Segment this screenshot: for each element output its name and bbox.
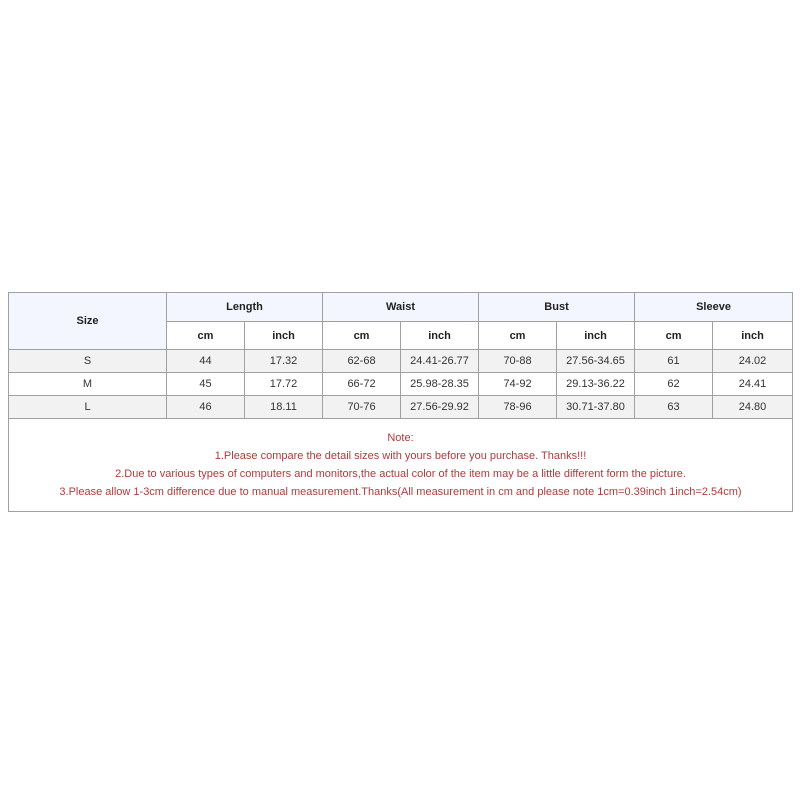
size-column-header: Size <box>9 293 167 350</box>
note-line-3: 3.Please allow 1-3cm difference due to manual measurement.Thanks(All measurement in cm and please note 1cm=0.39inch 1inch=2.54cm) <box>59 486 742 498</box>
bust-cm-header: cm <box>479 322 557 350</box>
note-line-2: 2.Due to various types of computers and monitors,the actual color of the item may be a little different form the picture. <box>115 468 686 480</box>
table-row <box>9 350 793 373</box>
waist-cm-header: cm <box>323 322 401 350</box>
sleeve-inch-cell: 24.41 <box>713 373 793 396</box>
waist-inch-cell: 24.41-26.77 <box>401 350 479 373</box>
length-inch-cell: 17.72 <box>245 373 323 396</box>
size-chart-table <box>8 292 793 512</box>
table-row <box>9 396 793 419</box>
waist-cm-cell: 62-68 <box>323 350 401 373</box>
length-cm-header: cm <box>167 322 245 350</box>
length-cm-cell: 46 <box>167 396 245 419</box>
note-row <box>9 419 793 512</box>
sleeve-cm-cell: 62 <box>635 373 713 396</box>
sleeve-inch-cell: 24.02 <box>713 350 793 373</box>
bust-cm-cell: 74-92 <box>479 373 557 396</box>
length-inch-cell: 17.32 <box>245 350 323 373</box>
bust-inch-cell: 27.56-34.65 <box>557 350 635 373</box>
length-group-header: Length <box>167 293 323 322</box>
waist-inch-cell: 27.56-29.92 <box>401 396 479 419</box>
length-inch-header: inch <box>245 322 323 350</box>
bust-inch-cell: 29.13-36.22 <box>557 373 635 396</box>
note-title: Note: <box>387 432 414 444</box>
bust-cm-cell: 70-88 <box>479 350 557 373</box>
bust-cm-cell: 78-96 <box>479 396 557 419</box>
length-cm-cell: 44 <box>167 350 245 373</box>
sleeve-inch-header: inch <box>713 322 793 350</box>
waist-inch-header: inch <box>401 322 479 350</box>
table-row <box>9 373 793 396</box>
sleeve-cm-cell: 61 <box>635 350 713 373</box>
sleeve-cm-cell: 63 <box>635 396 713 419</box>
sleeve-cm-header: cm <box>635 322 713 350</box>
size-cell: L <box>9 396 167 419</box>
note-box <box>9 419 793 512</box>
note-line-1: 1.Please compare the detail sizes with yours before you purchase. Thanks!!! <box>214 450 587 462</box>
waist-inch-cell: 25.98-28.35 <box>401 373 479 396</box>
size-cell: M <box>9 373 167 396</box>
waist-cm-cell: 70-76 <box>323 396 401 419</box>
group-header-row <box>9 293 793 322</box>
waist-group-header: Waist <box>323 293 479 322</box>
bust-group-header: Bust <box>479 293 635 322</box>
bust-inch-header: inch <box>557 322 635 350</box>
length-cm-cell: 45 <box>167 373 245 396</box>
sleeve-inch-cell: 24.80 <box>713 396 793 419</box>
size-cell: S <box>9 350 167 373</box>
length-inch-cell: 18.11 <box>245 396 323 419</box>
sleeve-group-header: Sleeve <box>635 293 793 322</box>
bust-inch-cell: 30.71-37.80 <box>557 396 635 419</box>
waist-cm-cell: 66-72 <box>323 373 401 396</box>
